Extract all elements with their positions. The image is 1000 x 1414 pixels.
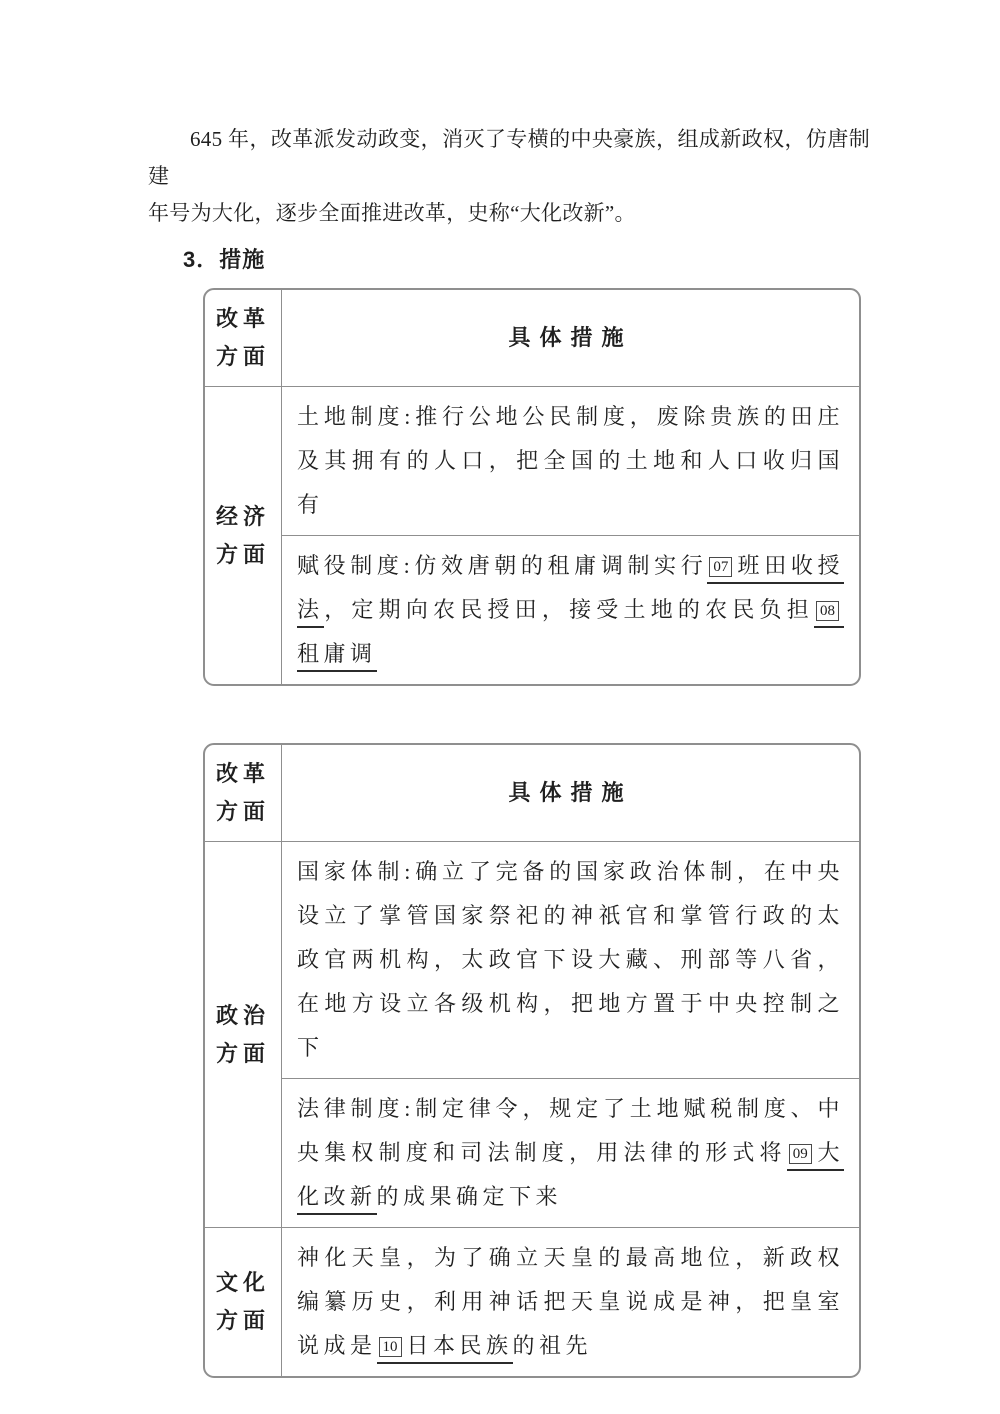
measure-text: ，定期向农民授田，接受土地的农民负担 <box>324 597 814 622</box>
measure-cell <box>282 842 860 1079</box>
table-header-row <box>205 290 860 387</box>
answer-number-badge: 08 <box>816 601 839 621</box>
measure-text: 法律制度:制定律令，规定了土地赋税制度、中央集权制度和司法制度，用法律的形式将 <box>297 1096 844 1165</box>
measure-text: 神化天皇，为了确立天皇的最高地位，新政权编纂历史，利用神话把天皇说成是神，把皇室说成是 <box>297 1245 844 1358</box>
measure-cell <box>282 1228 860 1377</box>
answer-span <box>377 1333 513 1364</box>
answer-text: 租庸调 <box>297 641 377 666</box>
header-aspect-cell: 改革方面 <box>205 745 282 842</box>
measure-text: 国家体制:确立了完备的国家政治体制，在中央设立了掌管国家祭祀的神祇官和掌管行政的太政官两机构，太政官下设大藏、刑部等八省，在地方设立各级机构，把地方置于中央控制之下 <box>297 859 844 1060</box>
table-row <box>205 1228 860 1377</box>
measure-text: 土地制度:推行公地公民制度，废除贵族的田庄及其拥有的人口，把全国的土地和人口收归国有 <box>297 404 844 517</box>
header-measures-cell: 具体措施 <box>282 745 860 842</box>
section-heading: 3．措施 <box>183 247 266 272</box>
measure-text: 的祖先 <box>512 1333 593 1358</box>
measure-cell <box>282 536 860 685</box>
aspect-cell: 经济方面 <box>205 387 282 685</box>
aspect-cell: 政治方面 <box>205 842 282 1228</box>
table-row <box>205 536 860 685</box>
table-row <box>205 842 860 1079</box>
table-header-row <box>205 745 860 842</box>
measures-table <box>204 744 860 1377</box>
answer-number-badge: 10 <box>379 1337 402 1357</box>
intro-paragraph <box>148 121 870 232</box>
table-row <box>205 387 860 536</box>
measure-cell <box>282 387 860 536</box>
answer-text: 日本民族 <box>406 1333 513 1358</box>
political-cultural-measures-table <box>203 743 861 1378</box>
header-measures-cell: 具体措施 <box>282 290 860 387</box>
header-aspect-cell: 改革方面 <box>205 290 282 387</box>
answer-number-badge: 09 <box>789 1144 812 1164</box>
intro-line-2: 年号为大化，逐步全面推进改革，史称“大化改新”。 <box>148 201 636 225</box>
answer-text: 班田收授法 <box>297 553 844 622</box>
measure-cell <box>282 1079 860 1228</box>
aspect-cell: 文化方面 <box>205 1228 282 1377</box>
measures-table <box>204 289 860 685</box>
economic-measures-table <box>203 288 861 686</box>
measure-text: 赋役制度:仿效唐朝的租庸调制实行 <box>297 553 708 578</box>
measure-text: 的成果确定下来 <box>376 1184 563 1209</box>
answer-number-badge: 07 <box>709 557 732 577</box>
answer-text: 大化改新 <box>297 1140 844 1209</box>
table-row <box>205 1079 860 1228</box>
intro-line-1: 645 年，改革派发动政变，消灭了专横的中央豪族，组成新政权，仿唐制建 <box>148 127 870 188</box>
